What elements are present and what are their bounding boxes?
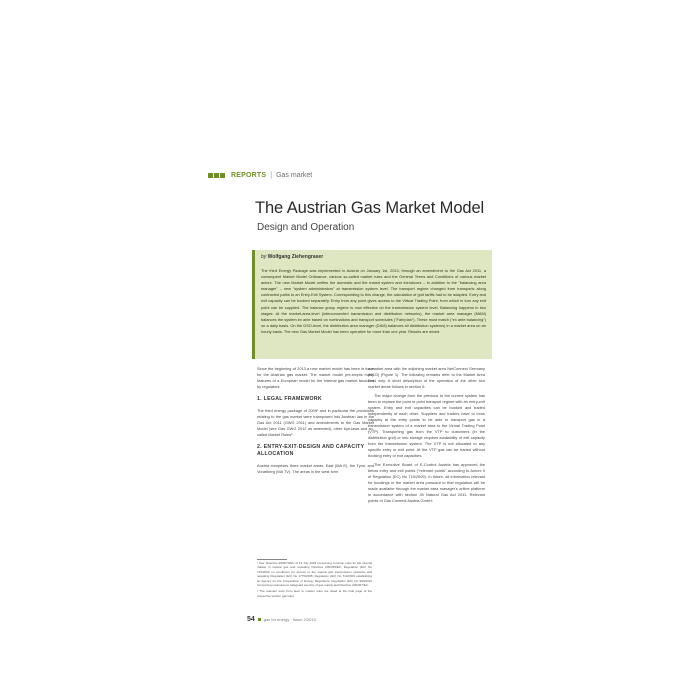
article-subtitle: Design and Operation: [257, 222, 355, 233]
journal-info: gas for energy · Issue 2/2014: [263, 617, 316, 622]
intro-paragraph: Since the beginning of 2013 a new market model has been in force for the Austrian gas market. The market model pre-empts many features of a European model for the internal gas market favoured by regulators.: [257, 366, 374, 389]
section-label: REPORTS: [231, 171, 267, 179]
paragraph-legal-framework: The third energy package of 2009¹ and in particular the provisions relating to the gas market were transposed into Austrian law in the Gas Act 2011 (GWG 2011) and amendments to the Gas Market Model (see Gas GWG 2012 as amended), other bye-laws and so-called Market Rules².: [257, 408, 374, 437]
body-column-right: [368, 366, 485, 507]
footnotes: [257, 561, 372, 600]
byline-prefix: by: [261, 254, 267, 260]
byline: [261, 254, 486, 260]
abstract-box: [252, 250, 492, 359]
section-separator: |: [270, 171, 273, 179]
paragraph-entry-exit-system: The major change from the previous to the current system has been to replace the point to point transport regime with an entry-exit system. Entry and exit capacities can be booked and traded independently of each other. Suppliers and traders have to book capacity at the entry points to be able to transport gas in a transmission system of a market area to the Virtual Trading Point (VTP). Transporting gas from the VTP to customers (in the distribution grid) or into storage requires availability of exit capacity from the transmission system. The VTP is not allocated to any specific entry or exit point. At the VTP gas can be traded without booking entry or exit capacities.: [368, 393, 485, 458]
abstract-text: The third Energy Package was implemented in Austria on January 1st, 2013, through an amendment to the Gas Act 2011, a consequent Market Model Ordinance, various so-called market rules and the General Terms and Conditions of various market actors. The new Market Model unifies the domestic and the transit system and introduces – in addition to the "balancing area manager" – new "system administrators" at transmission system level. The transport regime changed from transports along contracted paths to an Entry-Exit System. Corresponding to this change, the calculation of grid tariffs had to be adapted. Entry and exit capacity can be booked separately. Entry from any point gives access to the Virtual Trading Point, from which in turn any exit point can be supplied. The balance group regime is now effective on the transmission system level. Balancing happens in two stages: At the market-area-level (interconnected transmission and distribution networks), the market area manager (MAM) balances the system ex ante based on nominations and transport schedules ("Fahrplan"). These must match ("ex ante balancing") on a daily basis. On the DSO-level, the distribution area manager (DAM) balances all distribution systems) in a market area on an hourly basis. The new Gas Market Model has been operative for more than one year. Results are mixed.: [261, 268, 486, 334]
paragraph-relevant-points: The Executive Board of E-Control Austria has approved the below entry and exit points ("relevant points" according to Annex II of Regulation (EC) No 715/2009). In future, all information relevant for bookings in the market area pursuant to that regulation will be made available through the market area manager's online platform in accordance with section 39 Natural Gas Act 2011. Relevant points of Gas Connect Austria GmbH:: [368, 462, 485, 503]
heading-legal-framework: 1. LEGAL FRAMEWORK: [257, 396, 322, 402]
footnote-1: ¹ See: Directive 2009/73/EC of 13 July 2009 concerning common rules for the internal market in natural gas and repealing Directive 2003/55/EC; Regulation (EC) No 715/2009 on conditions for access to the natural gas transmission networks and repealing Regulation (EC) No 1775/2005; Regulation (EC) No 713/2009 establishing an Agency for the Cooperation of Energy Regulators; Regulation (EC) No 994/2010 concerning measures to safeguard security of gas supply and Directive 2004/67/EC.: [257, 561, 372, 588]
subsection-label: Gas market: [276, 171, 313, 179]
page-footer: [247, 616, 316, 623]
paragraph-entry-exit: Austria comprises three market areas, East (MA E), the Tyrol, and Vorarlberg (MA TV). The areas in the west form: [257, 463, 374, 474]
body-column-left: [257, 366, 374, 478]
article-title: The Austrian Gas Market Model: [255, 199, 485, 217]
footnote-divider: [257, 559, 287, 560]
author-name: Wolfgang Ziehengraser: [267, 254, 324, 260]
heading-entry-exit: 2. ENTRY-EXIT-DESIGN AND CAPACITY ALLOCATION: [257, 444, 365, 457]
section-tag: [208, 170, 312, 180]
page-number: 54: [247, 616, 255, 623]
paragraph-market-area: a market area with the adjoining market area NetConnect Germany (NCG) (Figure 1). The following remarks refer to the Market Area East only. A short description of the operation of the other two market areas follows in section 6.: [368, 366, 485, 389]
footer-square-icon: [258, 618, 261, 621]
footnote-2: ² The relevant texts from laws to market rules are listed at the final page of the respective section (german).: [257, 589, 372, 598]
section-squares-icon: [208, 173, 226, 178]
